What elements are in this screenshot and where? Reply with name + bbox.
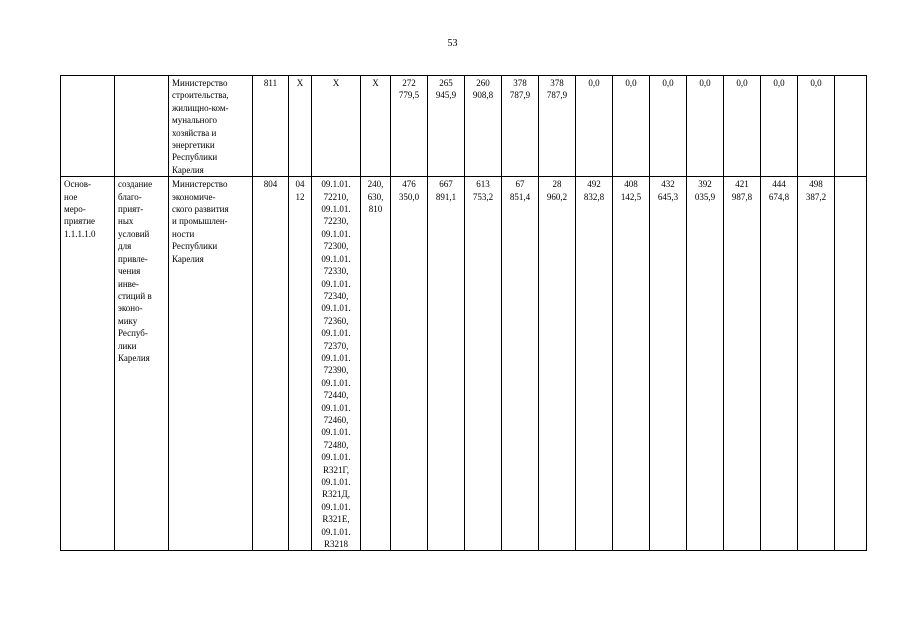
amount-cell: 667 891,1 — [428, 177, 465, 551]
amount-cell: 492 832,8 — [576, 177, 613, 551]
amount-cell: 0,0 — [613, 76, 650, 177]
grbs-code-cell: 811 — [253, 76, 289, 177]
amount-cell: 444 674,8 — [761, 177, 798, 551]
amount-cell: 0,0 — [576, 76, 613, 177]
target-article-cell: X — [312, 76, 361, 177]
target-article-cell: 09.1.01. 72210, 09.1.01. 72230, 09.1.01. 72300, 09.1.01. 72330, 09.1.01. 72340, 09.1.01. 72360, 09.1.01. 72370, 09.1.01. 72390, 09.1.01. 72440, 09.1.01. 72460, 09.1.01. 72480, 09.1.01. R321Г, 09.1.01. R321Д, 09.1.01. R321Е, 09.1.01. R3218 — [312, 177, 361, 551]
amount-cell: 260 908,8 — [465, 76, 502, 177]
amount-cell: 613 753,2 — [465, 177, 502, 551]
amount-cell: 28 960,2 — [539, 177, 576, 551]
amount-cell: 378 787,9 — [539, 76, 576, 177]
grbs-code-cell: 804 — [253, 177, 289, 551]
amount-cell: 0,0 — [761, 76, 798, 177]
amount-cell: 0,0 — [650, 76, 687, 177]
amount-cell: 67 851,4 — [502, 177, 539, 551]
amount-cell — [835, 177, 867, 551]
table-row — [61, 177, 867, 551]
section-code-cell: X — [289, 76, 312, 177]
amount-cell: 408 142,5 — [613, 177, 650, 551]
amount-cell: 272 779,5 — [391, 76, 428, 177]
budget-table — [60, 75, 867, 551]
page-number: 53 — [447, 38, 458, 49]
executor-cell: Министерство экономиче- ского развития и промышлен- ности Республики Карелия — [169, 177, 253, 551]
amount-cell: 432 645,3 — [650, 177, 687, 551]
amount-cell: 0,0 — [798, 76, 835, 177]
amount-cell: 378 787,9 — [502, 76, 539, 177]
event-cell: Основ- ное меро- приятие 1.1.1.1.0 — [61, 177, 115, 551]
amount-cell: 421 987,8 — [724, 177, 761, 551]
amount-cell: 0,0 — [687, 76, 724, 177]
event-cell — [61, 76, 115, 177]
expense-type-cell: 240, 630, 810 — [361, 177, 391, 551]
executor-cell: Министерство строительства, жилищно-ком- мунального хозяйства и энергетики Республики Карелия — [169, 76, 253, 177]
section-code-cell: 04 12 — [289, 177, 312, 551]
amount-cell — [835, 76, 867, 177]
amount-cell: 476 350,0 — [391, 177, 428, 551]
table-row — [61, 76, 867, 177]
amount-cell: 265 945,9 — [428, 76, 465, 177]
amount-cell: 0,0 — [724, 76, 761, 177]
expense-type-cell: X — [361, 76, 391, 177]
amount-cell: 498 387,2 — [798, 177, 835, 551]
amount-cell: 392 035,9 — [687, 177, 724, 551]
goal-cell: создание благо- прият- ных условий для привле- чения инве- стиций в эконо- мику Респуб- лики Карелия — [115, 177, 169, 551]
goal-cell — [115, 76, 169, 177]
